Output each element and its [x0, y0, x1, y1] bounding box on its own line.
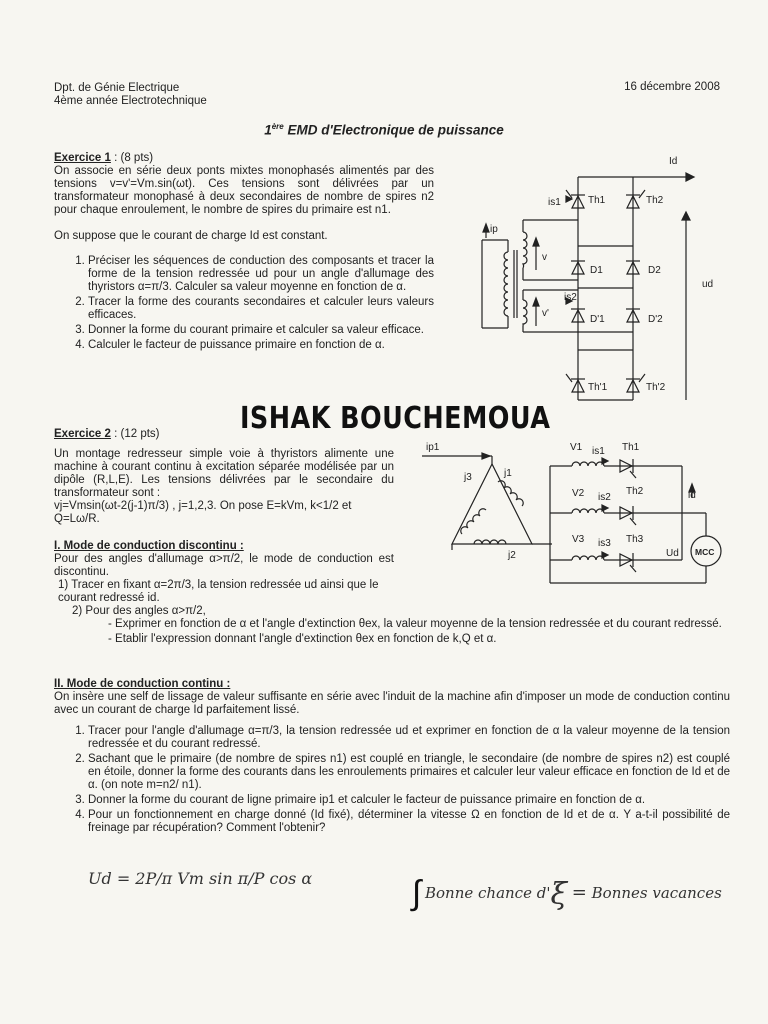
exercise2-heading: Exercice 2 [54, 428, 111, 440]
header-left [54, 82, 354, 108]
label-ud: ud [702, 279, 714, 290]
label-ip1: ip1 [426, 442, 440, 453]
label-Th3: Th3 [626, 534, 644, 545]
exercise1-heading: Exercice 1 [54, 152, 111, 164]
exercise1-question: 1. Préciser les séquences de conduction des composants et tracer la forme de la tension redressée ud pour un angle d'allumage des thyristors α=π/3. Calculer sa valeur moyenne en fonction de α. [88, 255, 434, 294]
watermark-name: ISHAK BOUCHEMOUA [240, 401, 551, 436]
exercise1-question: 4. Calculer le facteur de puissance primaire en fonction de α. [88, 339, 434, 352]
label-Th1: Th1 [622, 442, 640, 453]
section2-question: 3. Donner la forme du courant de ligne primaire ip1 et calculer le facteur de puissance primaire en fonction de α. [88, 794, 730, 807]
exercise1-intro: On associe en série deux ponts mixtes monophasés alimentés par des tensions v=v'=Vm.sin(ωt). Ces tensions sont délivrées par un transformateur monophasé à deux secondaires de nombre de spires n2 pour chaque enroulement, le nombre de spires du primaire est n1. [54, 165, 434, 216]
department-label: Dpt. de Génie Electrique [54, 82, 180, 94]
section2-intro: On insère une self de lissage de valeur suffisante en série avec l'induit de la machine afin d'imposer un mode de conduction continu avec un courant de charge Id parfaitement lissé. [54, 691, 730, 716]
label-Thp1: Th'1 [588, 382, 608, 393]
label-Dp1: D'1 [590, 314, 605, 325]
label-j3: j3 [464, 472, 472, 483]
label-is1: is1 [548, 197, 561, 208]
section2-question: 4. Pour un fonctionnement en charge donné (Id fixé), déterminer la vitesse Ω en fonction de Id et de α. Y a-t-il possibilité de freinage par récupération? Comment l'obtenir? [88, 809, 730, 835]
label-Id: Id [669, 156, 678, 167]
integral-sign: ∫ [412, 874, 422, 912]
equals-sign: = [571, 882, 587, 903]
title-ordinal-sup: ère [271, 122, 284, 131]
label-Ud: Ud [666, 548, 679, 559]
label-Dp2: D'2 [648, 314, 663, 325]
exercise1-question: 2. Tracer la forme des courants secondaires et calculer leurs valeurs efficaces. [88, 296, 434, 322]
label-vprime: v' [542, 308, 549, 319]
exam-title [0, 120, 768, 137]
year-label: 4ème année Electrotechnique [54, 95, 207, 107]
xi-symbol: ξ [550, 877, 567, 912]
section2-question: 1. Tracer pour l'angle d'allumage α=π/3, la tension redressée ud et exprimer en fonction de α la valeur moyenne de la tension redressée et du courant redressé. [88, 725, 730, 751]
label-V2: V2 [572, 488, 585, 499]
section1-sub: - Exprimer en fonction de α et l'angle d'extinction θex, la valeur moyenne de la tension redressée et du courant redressé. [108, 618, 722, 630]
section1-sub: - Etablir l'expression donnant l'angle d'extinction θex en fonction de k,Q et α. [108, 633, 497, 645]
label-is2: is2 [564, 292, 577, 303]
exercise1 [54, 152, 434, 354]
section2 [54, 678, 730, 837]
handwritten-formula: Ud = 2P/π Vm sin π/P cos α [88, 869, 313, 888]
exercise1-questions [54, 255, 434, 352]
section1-q2: 2) Pour des angles α>π/2, [72, 605, 206, 617]
section1-q2-block [72, 605, 732, 648]
label-V3: V3 [572, 534, 585, 545]
handwritten-farewell [425, 877, 722, 912]
label-D1: D1 [590, 265, 603, 276]
exercise1-points: : (8 pts) [110, 152, 154, 164]
label-j1: j1 [504, 468, 512, 479]
section1-heading: I. Mode de conduction discontinu : [54, 540, 244, 552]
label-ip: ip [490, 224, 498, 235]
exercise2-formula: vj=Vmsin(ωt-2(j-1)π/3) , j=1,2,3. On pose E=kVm, k<1/2 et Q=Lω/R. [54, 500, 352, 525]
label-j2: j2 [508, 550, 516, 561]
label-v: v [542, 252, 547, 263]
title-ordinal: 1 [264, 122, 272, 138]
section1-q1: 1) Tracer en fixant α=2π/3, la tension redressée ud ainsi que le courant redressé id. [58, 579, 379, 604]
label-is1: is1 [592, 446, 605, 457]
section2-question: 2. Sachant que le primaire (de nombre de spires n1) est couplé en triangle, le secondaire (de nombre de spires n2) est couplé en étoile, donner la forme des courants dans les enroulements primaires et calculer leur valeur efficace en fonction de Id et de α. (on note m=n2/ n1). [88, 753, 730, 792]
section2-questions [54, 725, 730, 835]
mixed-bridge-circuit [468, 150, 730, 412]
label-V1: V1 [570, 442, 583, 453]
label-is3: is3 [598, 538, 611, 549]
exercise2-points: : (12 pts) [110, 428, 160, 440]
label-id: id [688, 490, 696, 501]
date-label: 16 décembre 2008 [624, 81, 720, 93]
farewell-left: Bonne chance d' [425, 884, 551, 902]
section1-intro: Pour des angles d'allumage α>π/2, le mode de conduction est discontinu. [54, 553, 394, 578]
three-phase-rectifier-circuit [412, 438, 732, 588]
title-text: EMD d'Electronique de puissance [287, 122, 504, 138]
label-Th1: Th1 [588, 195, 606, 206]
farewell-right: Bonnes vacances [591, 884, 722, 902]
section2-heading: II. Mode de conduction continu : [54, 678, 231, 690]
exercise2 [54, 428, 394, 605]
label-D2: D2 [648, 265, 661, 276]
label-is2: is2 [598, 492, 611, 503]
exercise1-question: 3. Donner la forme du courant primaire et calculer sa valeur efficace. [88, 324, 434, 337]
label-Th2: Th2 [646, 195, 664, 206]
label-Th2: Th2 [626, 486, 644, 497]
exercise1-assumption: On suppose que le courant de charge Id est constant. [54, 230, 328, 242]
label-MCC: MCC [695, 547, 715, 557]
label-Thp2: Th'2 [646, 382, 666, 393]
exercise2-intro: Un montage redresseur simple voie à thyristors alimente une machine à courant continu à excitation séparée modélisée par un dipôle (R,L,E). Les tensions délivrées par le secondaire du transformateur sont : [54, 448, 394, 499]
